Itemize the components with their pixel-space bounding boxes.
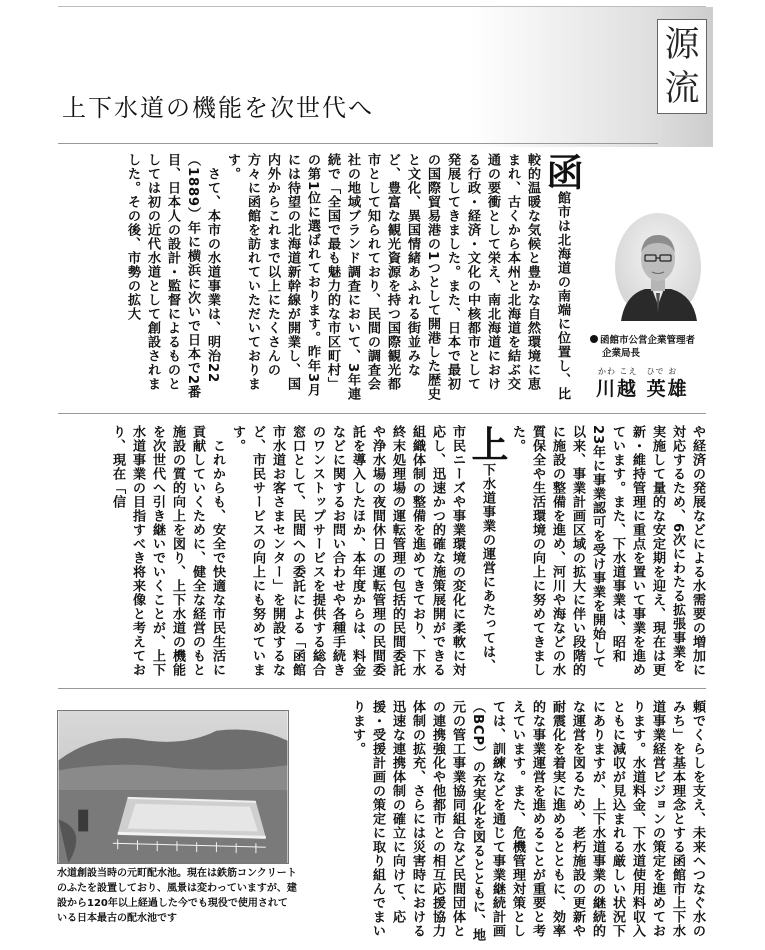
paragraph-4-text: 下水道事業の運営にあたっては、市民ニーズや事業環境の変化に柔軟に対応し、迅速かつ的確な施策展開ができる組織体制の整備を進めてきており、下水終末処理場の運転管理の包括的民間委託や浄水場の夜間休日の運転管理の民間委託を導入したほか、本年度からは、料金などに関するお問い合わせや各種手続きのワンストップサービスを提供する総合窓口として、民間への委託による「函館市水道お客さまセンター」を開設するなど、市民サービスの向上にも努めています。 bbox=[230, 425, 495, 677]
paragraph-2-text: さて、本市の水道事業は、明治22（1889）年に横浜に次いで日本で2番目、日本人の設計・監督によるものとしては初の近代水道として創設されました。その後、市勢の拡大 bbox=[125, 153, 220, 399]
badge-char-1: 源 bbox=[664, 24, 700, 65]
author-role-line1: 函館市公営企業管理者 bbox=[600, 335, 696, 346]
article-block-1 bbox=[62, 153, 582, 403]
paragraph-3 bbox=[507, 425, 707, 677]
article-block-3 bbox=[300, 700, 707, 945]
bullet-icon bbox=[590, 335, 598, 343]
author-portrait bbox=[615, 213, 701, 321]
title-rule bbox=[58, 143, 658, 144]
photo-caption: 水道創設当時の元町配水池。現在は鉄筋コンクリートのふたを設置しており、風景は変わっていますが、建設から120年以上経過した今でも現役で使用されている日本最古の配水池です bbox=[57, 868, 297, 924]
drop-cap-1: 函 bbox=[540, 153, 584, 191]
article-block-2 bbox=[62, 425, 707, 677]
bottom-rule bbox=[58, 688, 706, 689]
author-role bbox=[590, 334, 695, 360]
paragraph-1-text: 館市は北海道の南端に位置し、比較的温暖な気候と豊かな自然環境に恵まれ、古くから本州と北海道を結ぶ交通の要衝として栄え、南北海道における行政・経済・文化の中核都市として発展してきました。また、日本で最初の国際貿易港の1つとして開港した歴史と文化、異国情緒あふれる街並みなど、豊富な観光資源を持つ国際観光都市として知られており、民間の調査会社の地域ブランド調査において、3年連続で「全国で最も魅力的な市区町村」の第1位に選ばれております。昨年3月には待望の北海道新幹線が開業し、国内外からこれまで以上にたくさんの方々に函館を訪れていただいております。 bbox=[225, 153, 570, 401]
paragraph-1 bbox=[222, 153, 582, 403]
author-role-line2: 企業局長 bbox=[602, 348, 641, 359]
section-badge bbox=[657, 19, 707, 114]
paragraph-5-text: これからも、安全で快適な市民生活に貢献していくために、健全な経営のもと施設の質的向上を図り、上下水道の機能を次世代へ引き継いでいくことが、上下水道事業の目指すべき将来像と考えており、現在「信 bbox=[110, 425, 225, 677]
reservoir-photo bbox=[57, 710, 289, 864]
author-name-ruby: かわ こえ ひで お bbox=[598, 367, 678, 376]
badge-char-2: 流 bbox=[664, 68, 700, 109]
paragraph-5 bbox=[107, 425, 227, 677]
paragraph-6 bbox=[347, 700, 707, 945]
paragraph-3-text: や経済の発展などによる水需要の増加に対応するため、6次にわたる拡張事業を実施して量的な安定期を迎え、現在は更新・維持管理に重点を置いて事業を進めています。また、下水道事業は、昭和23年に事業認可を受け事業を開始して以来、事業計画区域の拡大に伴い段階的に施設の整備を進め、河川や海などの水質保全や生活環境の向上に努めてきました。 bbox=[510, 425, 705, 677]
drop-cap-2: 上 bbox=[465, 425, 509, 463]
paragraph-6-text: 頼でくらしを支え、未来へつなぐ水のみち」を基本理念とする函館市上下水道事業経営ビジョンの策定を進めております。水道料金、下水道使用料収入ともに減収が見込まれる厳しい状況下にありますが、上下水道事業の継続的な運営を図るため、老朽施設の更新や耐震化を着実に進めるとともに、効率的な事業運営を進めることが重要と考えています。また、危機管理対策としては、訓練などを通じて事業継続計画（BCP）の充実化を図るとともに、地元の管工事業協同組合など民間団体との連携強化や他都市との相互応援協力体制の拡充、さらには災害時における迅速な連携体制の確立に向けて、応援・受援計画の策定に取り組んでまいります。 bbox=[350, 700, 705, 942]
author-name: 川越 英雄 bbox=[596, 378, 689, 400]
middle-rule bbox=[58, 413, 706, 414]
paragraph-4 bbox=[227, 425, 507, 677]
article-title: 上下水道の機能を次世代へ bbox=[62, 94, 374, 122]
paragraph-2 bbox=[122, 153, 222, 403]
